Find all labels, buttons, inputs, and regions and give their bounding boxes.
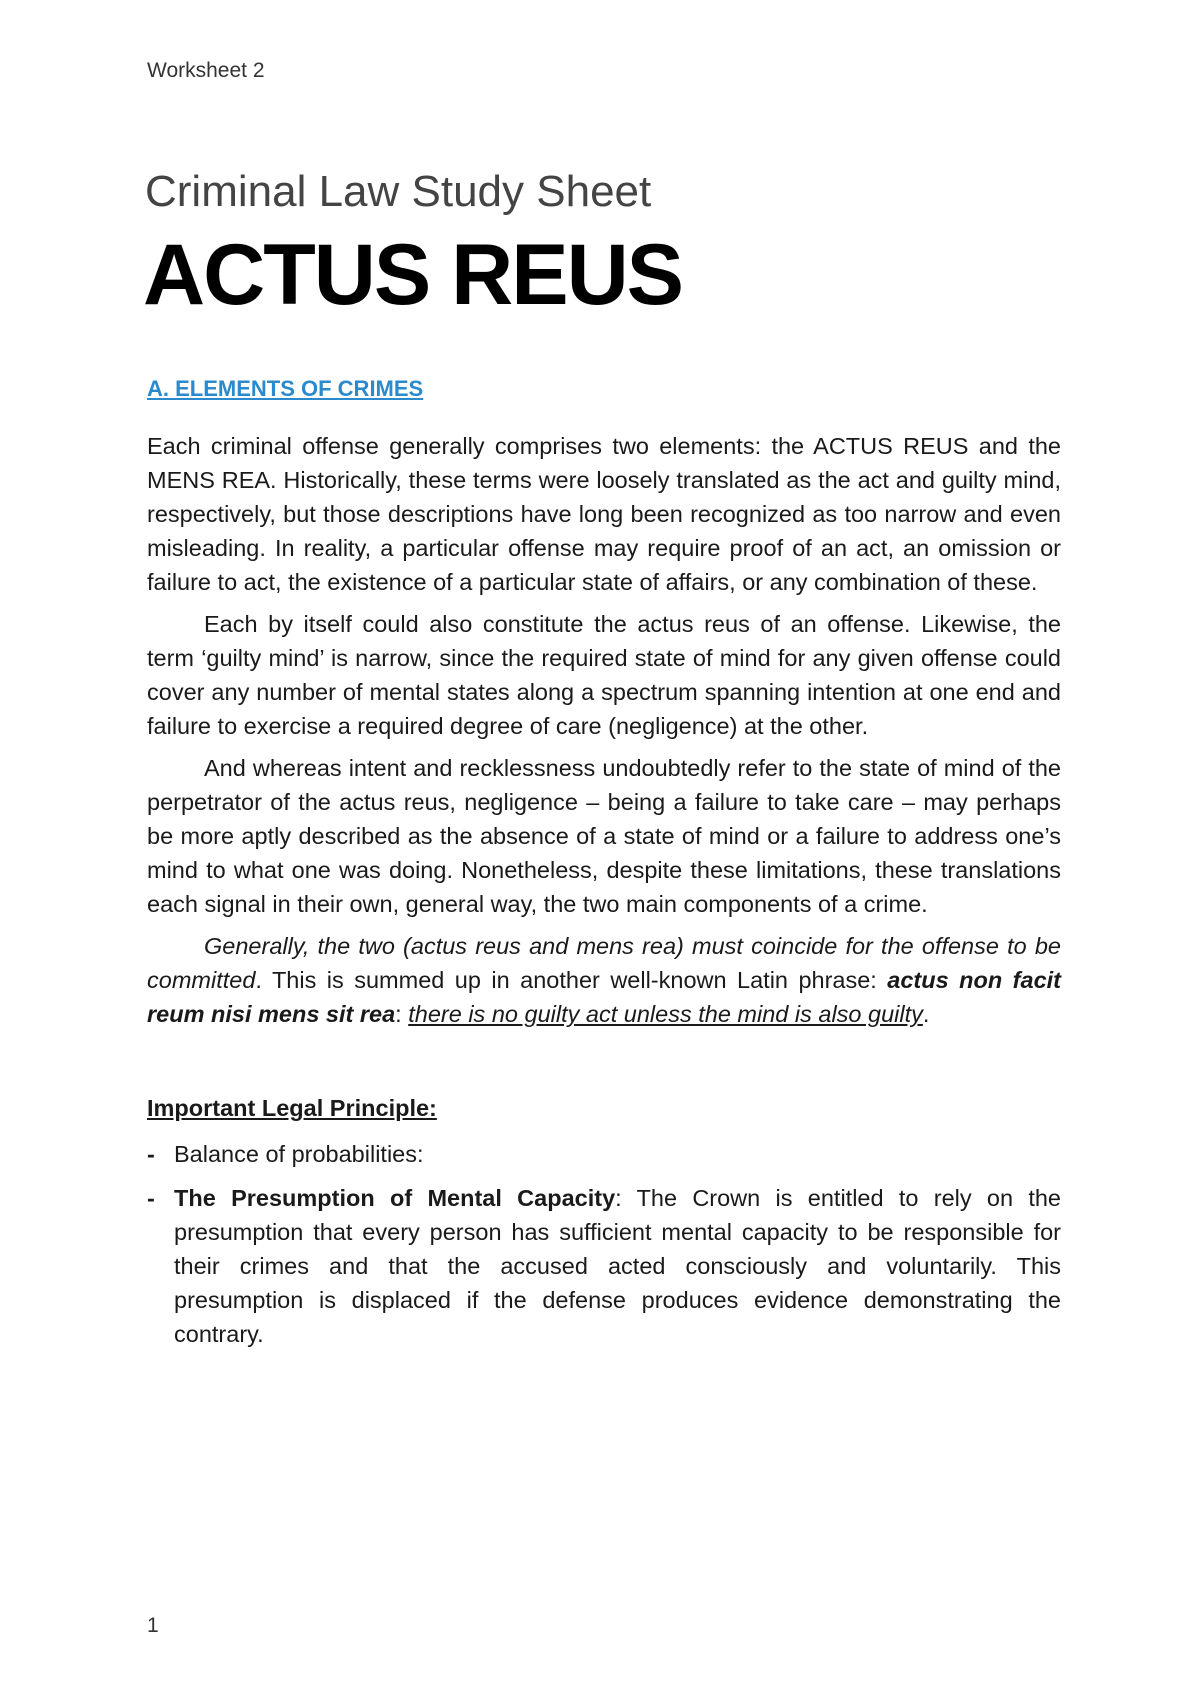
document-body [147,372,1061,1361]
bullet-dash: - [147,1185,155,1211]
paragraph-4-colon: : [395,1001,409,1027]
paragraph-3: And whereas intent and recklessness undoubtedly refer to the state of mind of the perpetrator of the actus reus, negligence – being a failure to take care – may perhaps be more aptly described as the absence of a state of mind or a failure to address one’s mind to what one was doing. Nonetheless, despite these limitations, these translations each signal in their own, general way, the two main components of a crime. [147,755,1061,917]
latin-phrase: actus non facit reum nisi mens sit rea [147,967,1061,1027]
principle-balance-of-probabilities: Balance of probabilities: [174,1141,424,1167]
paragraph-4 [147,929,1061,1031]
italic-coincidence-text: Generally, the two (actus reus and mens rea) must coincide for the offense to be committed [147,933,1061,993]
principles-heading: Important Legal Principle: [147,1095,437,1121]
document-heading: ACTUS REUS [143,227,683,323]
paragraph-1: Each criminal offense generally comprises two elements: the ACTUS REUS and the MENS REA. Historically, these terms were loosely translated as the act and guilty mind, respectively, but those descriptions have long been recognized as too narrow and even misleading. In reality, a particular offense may require proof of an act, an omission or failure to act, the existence of a particular state of affairs, or any combination of these. [147,433,1061,595]
principles-list [147,1137,1061,1351]
paragraph-4-text: . This is summed up in another well-known Latin phrase: [255,967,888,993]
page-number: 1 [147,1614,159,1637]
paragraph-4-end: . [922,1001,930,1027]
principle-label-mental-capacity: The Presumption of Mental Capacity [174,1185,616,1211]
section-heading-elements-of-crimes: A. ELEMENTS OF CRIMES [147,376,424,401]
running-header: Worksheet 2 [147,59,265,82]
latin-translation: there is no guilty act unless the mind is also guilty [408,1001,923,1027]
paragraph-2: Each by itself could also constitute the actus reus of an offense. Likewise, the term ‘guilty mind’ is narrow, since the required state of mind for any given offense could cover any number of mental states along a spectrum spanning intention at one end and failure to exercise a required degree of care (negligence) at the other. [147,611,1061,739]
list-item [147,1181,1061,1351]
bullet-dash: - [147,1141,155,1167]
principle-text-mental-capacity: : The Crown is entitled to rely on the presumption that every person has sufficient mental capacity to be responsible for their crimes and that the accused acted consciously and voluntarily. This presumption is displaced if the defense produces evidence demonstrating the contrary. [174,1185,1061,1347]
list-item [147,1137,1061,1171]
document-subtitle: Criminal Law Study Sheet [145,167,652,216]
